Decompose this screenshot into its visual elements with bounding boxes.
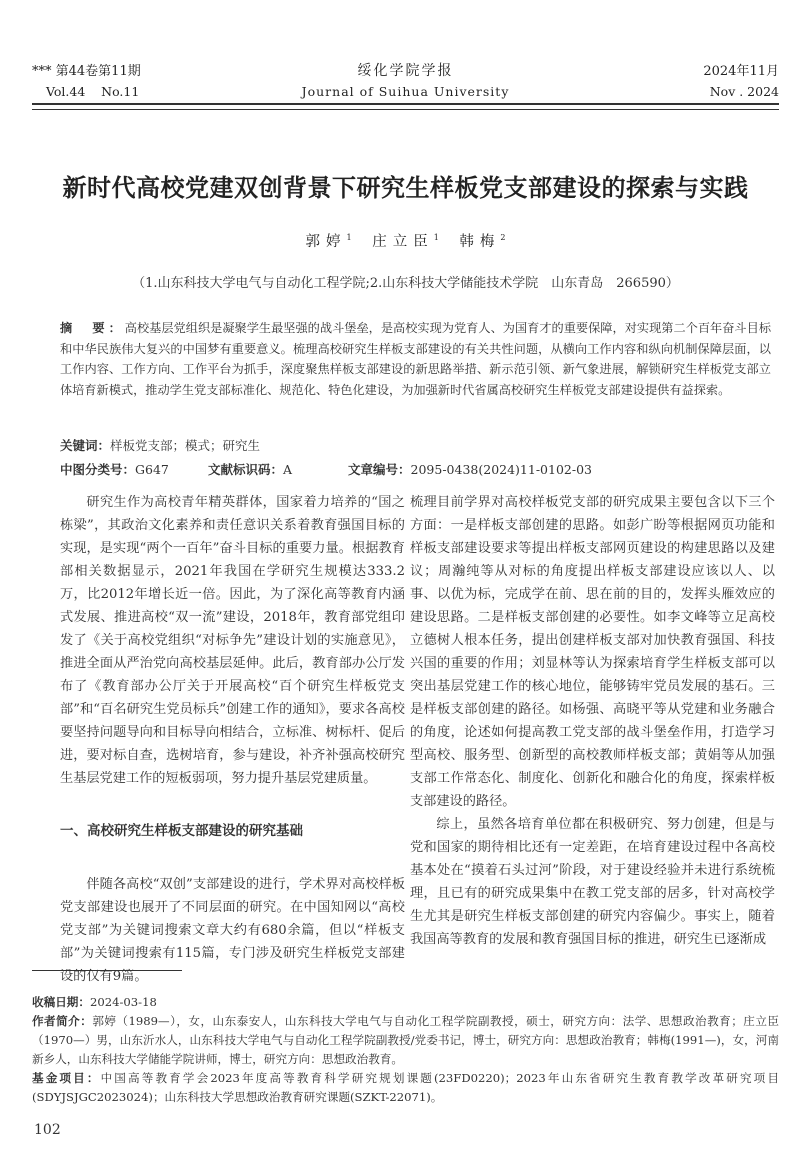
author: 郭婷$^1$ — [305, 233, 352, 250]
body-column-left — [60, 491, 405, 988]
article-title: 新时代高校党建双创背景下研究生样板党支部建设的探索与实践 — [62, 174, 749, 202]
author: 韩梅$^2$ — [459, 233, 506, 250]
classification-meta — [60, 460, 592, 478]
abstract-label: 摘 要： — [60, 321, 125, 335]
article-number: 文章编号：2095-0438(2024)11-0102-03 — [348, 462, 592, 477]
keywords-label: 关键词： — [60, 438, 111, 453]
abstract-text: 高校基层党组织是凝聚学生最坚强的战斗堡垒，是高校实现为党育人、为国育才的重要保障，对实现第二个百年奋斗目标和中华民族伟大复兴的中国梦有重要意义。梳理高校研究生样板支部建设的有关共性问题，从横向工作内容和纵向机制保障层面，以工作内容、工作方向、工作平台为抓手，深度聚焦样板支部建设的新思路举措、新示范引领、新气象进展，解锁研究生样板党支部立体培育新模式，推动学生党支部标准化、规范化、特色化建设，为加强新时代省属高校研究生样板党支部建设提供有益探索。 — [60, 321, 772, 397]
affiliations: （1.山东科技大学电气与自动化工程学院;2.山东科技大学储能技术学院 山东青岛 266590） — [132, 276, 679, 291]
section-heading: 一、高校研究生样板支部建设的研究基础 — [60, 823, 303, 839]
journal-name-en: Journal of Suihua University — [301, 84, 510, 99]
author-bio: 作者简介：郭婷（1989—），女，山东泰安人，山东科技大学电气与自动化工程学院副教授，硕士，研究方向：法学、思想政治教育；庄立臣（1970—）男，山东沂水人，山东科技大学电气与自动化工程学院副教授/党委书记，博士，研究方向：思想政治教育；韩梅(1991—)，女，河南新乡人，山东科技大学储能学院讲师，博士，研究方向：思想政治教育。 — [32, 1014, 779, 1066]
header-double-rule — [32, 103, 779, 110]
journal-name-cn: 绥化学院学报 — [357, 63, 454, 79]
date-en: Nov . 2024 — [709, 84, 779, 99]
volume-issue-cn: *** 第44卷第11期 — [32, 64, 141, 79]
footnote-rule — [32, 970, 182, 971]
document-code: 文献标识码：A — [208, 462, 293, 477]
body-paragraph: 伴随各高校“双创”支部建设的进行，学术界对高校样板党支部建设也展开了不同层面的研究。在中国知网以“高校党支部”为关键词搜索文章大约有680余篇，但以“样板支部”为关键词搜索有115篇，专门涉及研究生样板党支部建设的仅有9篇。 — [60, 877, 405, 984]
body-paragraph: 研究生作为高校青年精英群体，国家着力培养的“国之栋梁”，其政治文化素养和责任意识关系着教育强国目标的实现，是实现“两个一百年”奋斗目标的重要力量。根据教育部相关数据显示，2021年我国在学研究生规模达333.2万，比2012年增长近一倍。因此，为了深化高等教育内涵式发展、推进高校“双一流”建设，2018年，教育部党组印发了《关于高校党组织“对标争先”建设计划的实施意见》，推进全面从严治党向高校基层延伸。此后，教育部办公厅发布了《教育部办公厅关于开展高校“百个研究生样板党支部”和“百名研究生党员标兵”创建工作的通知》，要求各高校要坚持问题导向和目标导向相结合，立标准、树标杆、促后进，要对标自查，选树培育，参与建设，补齐补强高校研究生基层党建工作的短板弱项，努力提升基层党建质量。 — [60, 495, 405, 786]
body-paragraph: 梳理目前学界对高校样板党支部的研究成果主要包含以下三个方面：一是样板支部创建的思路。如彭广盼等根据网页功能和样板支部建设要求等提出样板支部网页建设的构建思路以及建议；周瀚纯等从对标的角度提出样板支部建设应该以人、以事、以优为标，完成学在前、思在前的目的，发挥头雁效应的建设思路。二是样板支部创建的必要性。如李文峰等立足高校立德树人根本任务，提出创建样板支部对加快教育强国、科技兴国的重要的作用；刘显林等认为探索培育学生样板支部可以突出基层党建工作的核心地位，能够铸牢党员发展的基石。三是样板支部创建的路径。如杨强、高晓平等从党建和业务融合的角度，论述如何提高教工党支部的战斗堡垒作用，打造学习型高校、服务型、创新型的高校教师样板支部；黄娟等从加强支部工作常态化、制度化、创新化和融合化的角度，探索样板支部建设的路径。 — [410, 495, 775, 809]
funding: 基金项目：中国高等教育学会2023年度高等教育科学研究规划课题(23FD0220)；2023年山东省研究生教育教学改革研究项目(SDYJSJGC2023024)；山东科技大学思想政治教育研究课题(SZKT-22071)。 — [32, 1071, 779, 1104]
body-column-right — [410, 491, 775, 951]
keywords-value: 样板党支部；模式；研究生 — [110, 438, 261, 453]
author-list — [0, 230, 811, 251]
volume-issue-en: Vol.44 No.11 — [46, 84, 140, 99]
abstract — [60, 318, 771, 400]
footnotes — [32, 993, 779, 1107]
date-cn: 2024年11月 — [703, 64, 779, 79]
keywords — [60, 436, 260, 454]
author: 庄立臣$^1$ — [372, 233, 439, 250]
received-date: 收稿日期：2024-03-18 — [32, 995, 157, 1009]
clc-number: 中图分类号：G647 — [60, 462, 169, 477]
body-paragraph: 综上，虽然各培育单位都在积极研究、努力创建，但是与党和国家的期待相比还有一定差距，在培育建设过程中各高校基本处在“摸着石头过河”阶段，对于建设经验并未进行系统梳理，且已有的研究成果集中在教工党支部的居多，针对高校学生尤其是研究生样板支部创建的研究内容偏少。事实上，随着我国高等教育的发展和教育强国目标的推进，研究生已逐渐成 — [410, 817, 775, 947]
page-number: 102 — [34, 1122, 61, 1138]
